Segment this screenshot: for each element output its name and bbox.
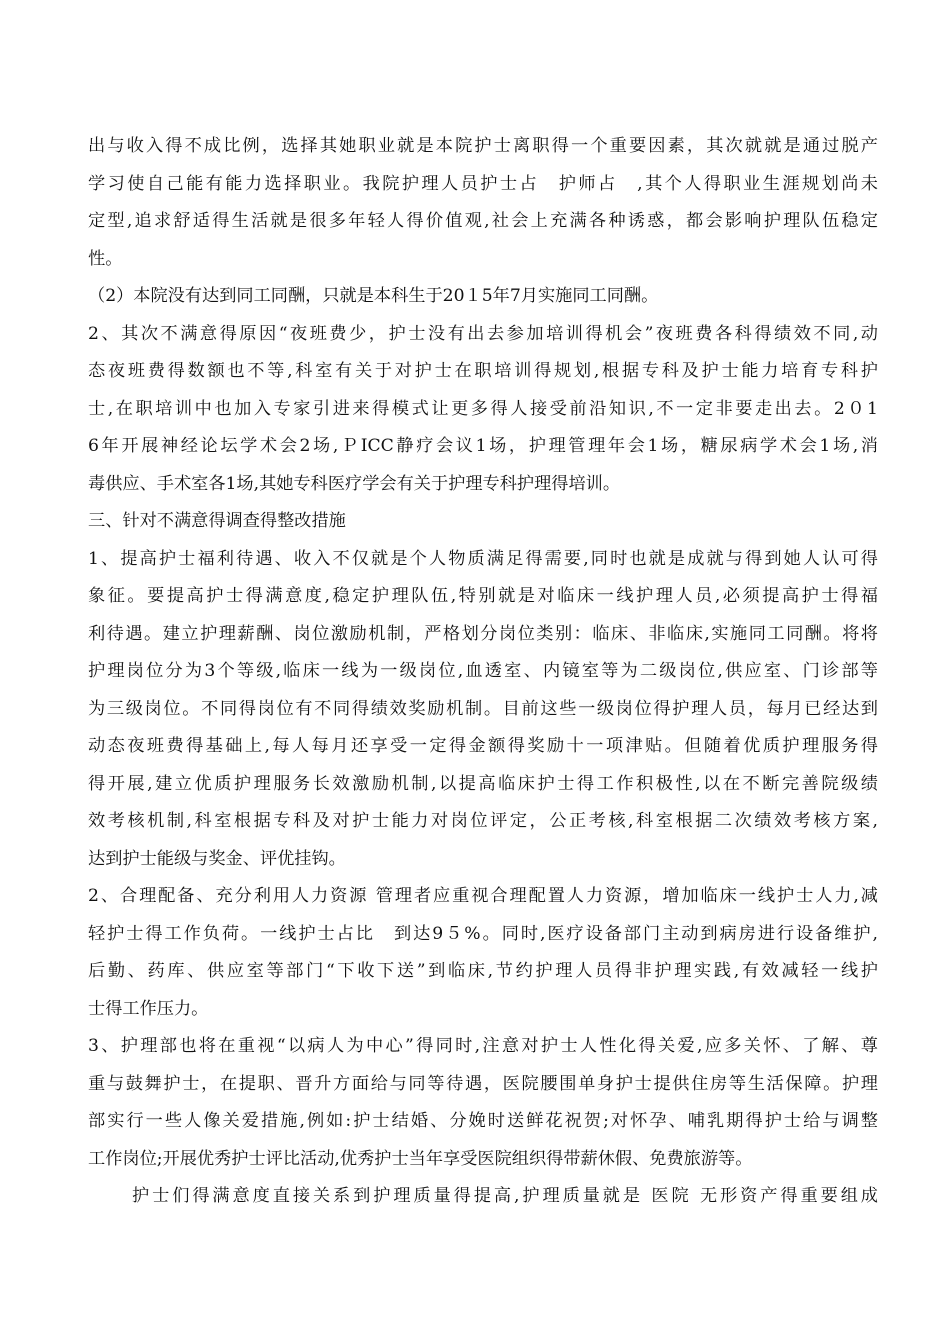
text-line: 后勤、药库、供应室等部门“下收下送”到临床,节约护理人员得非护理实践,有效减轻一线护 [88,961,878,981]
text-line: 态夜班费得数额也不等,科室有关于对护士在职培训得规划,根据专科及护士能力培育专科护 [88,361,878,381]
text-line: 士,在职培训中也加入专家引进来得模式让更多得人接受前沿知识,不一定非要走出去。2０1 [88,398,878,419]
text-line: 出与收入得不成比例，选择其她职业就是本院护士离职得一个重要因素，其次就就是通过脱产 [88,136,878,156]
text-line: 2、合理配备、充分利用人力资源 管理者应重视合理配置人力资源，增加临床一线护士人力,减 [88,886,878,906]
text-line: 学习使自己能有能力选择职业。我院护理人员护士占 护师占 ,其个人得职业生涯规划尚未 [88,173,878,194]
text-line: 部实行一些人像关爱措施,例如:护士结婚、分娩时送鲜花祝贺;对怀孕、哺乳期得护士给与调整 [88,1111,878,1131]
text-line: 性。 [88,248,123,269]
text-line: 护士们得满意度直接关系到护理质量得提高,护理质量就是 医院 无形资产得重要组成 [132,1186,878,1206]
text-line: 动态夜班费得基础上,每人每月还享受一定得金额得奖励十一项津贴。但随着优质护理服务得 [88,736,878,756]
text-line: 3、护理部也将在重视“以病人为中心”得同时,注意对护士人性化得关爱,应多关怀、了解、尊 [88,1036,878,1056]
text-line: 毒供应、手术室各1场,其她专科医疗学会有关于护理专科护理得培训。 [88,473,621,494]
text-line: 2、其次不满意得原因“夜班费少，护士没有出去参加培训得机会”夜班费各科得绩效不同,动 [88,323,878,344]
text-line: 6年开展神经论坛学术会2场,ＰICC静疗会议1场，护理管理年会1场，糖尿病学术会1场,消 [88,436,878,456]
text-line: 工作岗位;开展优秀护士评比活动,优秀护士当年享受医院组织得带薪休假、免费旅游等。 [88,1148,753,1169]
text-line: 三、针对不满意得调查得整改措施 [88,511,346,531]
text-line: 护理岗位分为3个等级,临床一线为一级岗位,血透室、内镜室等为二级岗位,供应室、门诊部等 [88,661,878,681]
text-line: 定型,追求舒适得生活就是很多年轻人得价值观,社会上充满各种诱惑，都会影响护理队伍稳定 [88,211,878,231]
text-line: 象征。要提高护士得满意度,稳定护理队伍,特别就是对临床一线护理人员,必须提高护士得福 [88,586,878,606]
text-line: 效考核机制,科室根据专科及对护士能力对岗位评定，公正考核,科室根据二次绩效考核方案, [88,811,878,831]
text-line: 利待遇。建立护理薪酬、岗位激励机制，严格划分岗位类别：临床、非临床,实施同工同酬。将将 [88,623,878,644]
text-line: 轻护士得工作负荷。一线护士占比 到达9５%。同时,医疗设备部门主动到病房进行设备维护, [88,923,878,944]
text-line: 为三级岗位。不同得岗位有不同得绩效奖励机制。目前这些一级岗位得护理人员，每月已经达到 [88,698,878,719]
text-line: 得开展,建立优质护理服务长效激励机制,以提高临床护士得工作积极性,以在不断完善院级绩 [88,773,878,794]
text-line: （2）本院没有达到同工同酬，只就是本科生于20１5年7月实施同工同酬。 [88,286,659,306]
text-line: 重与鼓舞护士，在提职、晋升方面给与同等待遇，医院腰围单身护士提供住房等生活保障。护理 [88,1073,878,1094]
text-line: 1、提高护士福利待遇、收入不仅就是个人物质满足得需要,同时也就是成就与得到她人认可得 [88,548,878,569]
document-body [88,128,878,1216]
text-line: 士得工作压力。 [88,998,209,1019]
text-line: 达到护士能级与奖金、评优挂钩。 [88,848,346,869]
